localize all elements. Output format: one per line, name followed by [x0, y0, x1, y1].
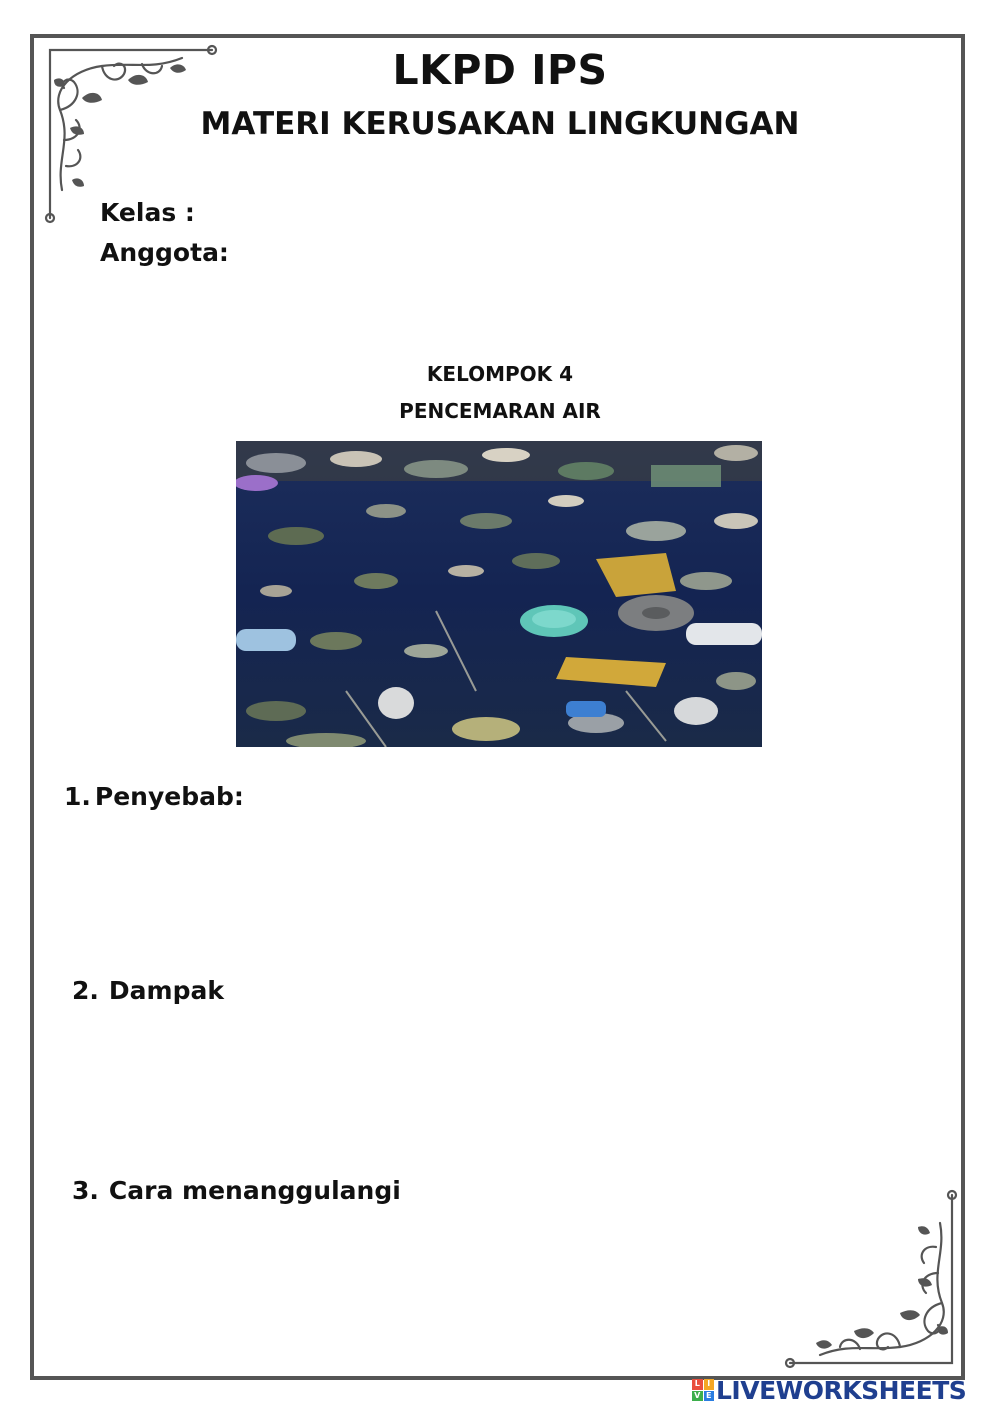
group-topic: PENCEMARAN AIR: [399, 399, 601, 423]
corner-ornament-bottom-right: [775, 1188, 960, 1373]
anggota-label: Anggota:: [100, 238, 229, 267]
brand-name: LIVEWORKSHEETS: [716, 1375, 967, 1405]
question-label: Dampak: [108, 976, 224, 1005]
question-cara-menanggulangi: [72, 1176, 401, 1205]
page-subtitle: MATERI KERUSAKAN LINGKUNGAN: [200, 106, 800, 142]
question-number: 2.: [72, 976, 99, 1005]
group-name: KELOMPOK 4: [426, 362, 574, 386]
question-label: Penyebab:: [94, 782, 244, 811]
logo-letter: V: [692, 1391, 703, 1402]
water-pollution-photo: [236, 441, 762, 747]
logo-mark: [692, 1379, 714, 1401]
question-label: Cara menanggulangi: [108, 1176, 401, 1205]
logo-letter: L: [692, 1379, 703, 1390]
question-penyebab: [64, 782, 244, 811]
page-title: LKPD IPS: [392, 46, 608, 94]
liveworksheets-logo: [692, 1375, 967, 1405]
logo-letter: E: [704, 1391, 715, 1402]
logo-letter: I: [704, 1379, 715, 1390]
kelas-label: Kelas :: [100, 198, 195, 227]
photo-illustration: [236, 441, 762, 747]
question-dampak: [72, 976, 224, 1005]
question-number: 3.: [72, 1176, 99, 1205]
question-number: 1.: [64, 782, 91, 811]
